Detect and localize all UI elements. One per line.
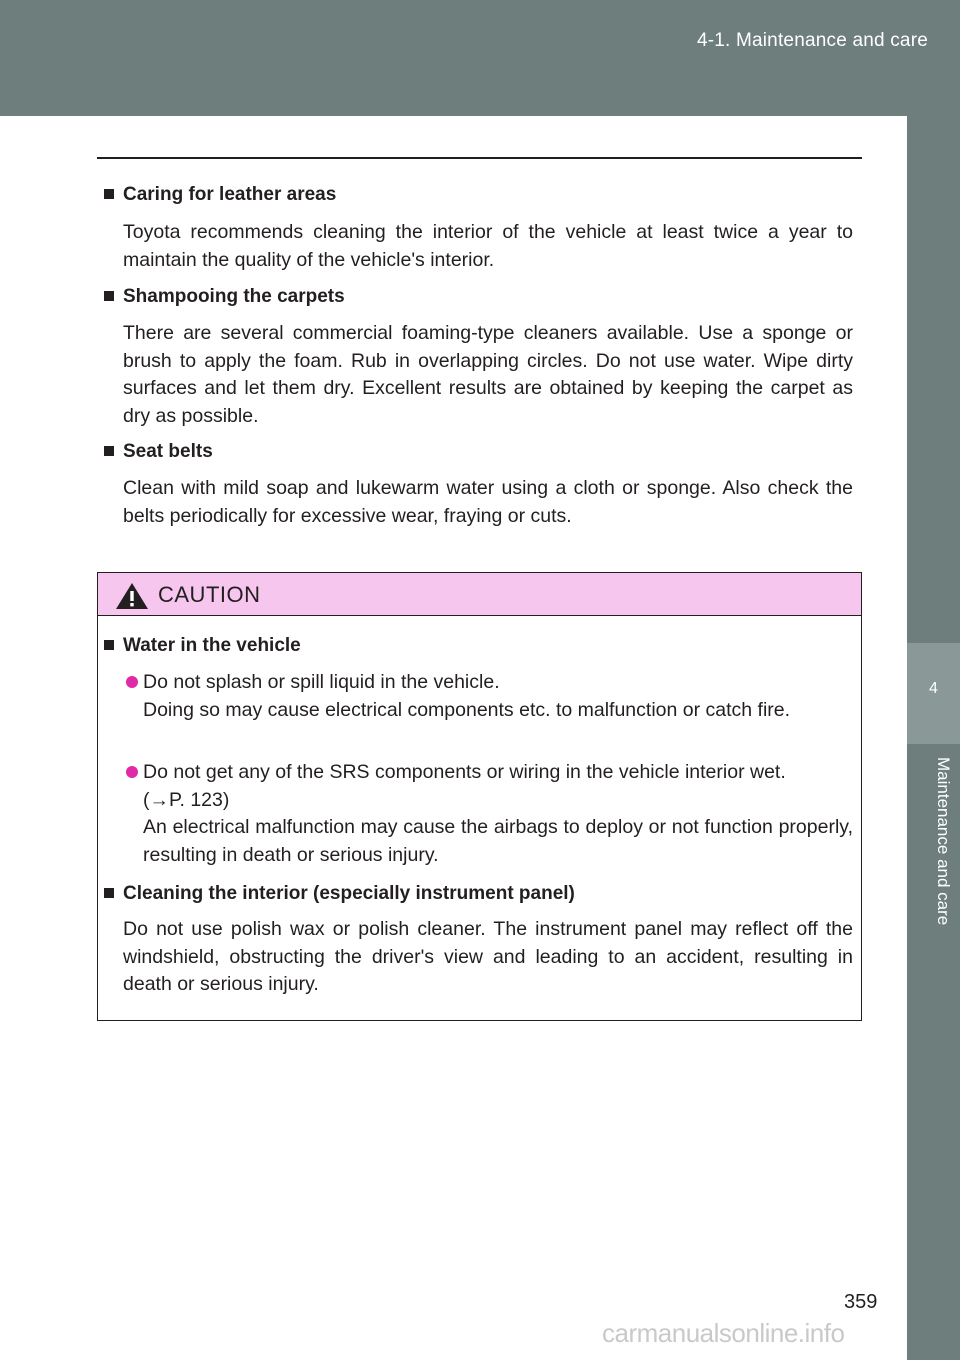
section-heading-text: Shampooing the carpets (123, 286, 345, 307)
section-heading-leather (104, 184, 336, 206)
section-text-seat-belts: Clean with mild soap and lukewarm water using a cloth or sponge. Also check the belts periodically for excessive wear, fraying or cuts. (123, 477, 853, 527)
caution-bullet-1-line1: Do not splash or spill liquid in the vehicle. (143, 671, 500, 693)
caution-heading-text: Water in the vehicle (123, 635, 301, 656)
bullet-dot-icon (126, 676, 138, 688)
square-bullet-icon (104, 189, 114, 199)
bullet-dot-icon (126, 766, 138, 778)
caution-bullet-1-line2: Doing so may cause electrical components etc. to malfunction or catch fire. (143, 698, 791, 721)
side-tab-label: Maintenance and care (934, 757, 953, 926)
caution-bullet-2 (143, 759, 853, 869)
side-tab-label-wrap (913, 757, 953, 1017)
section-heading-text: Caring for leather areas (123, 184, 337, 205)
caution-cleaning-text: Do not use polish wax or polish cleaner. The instrument panel may reflect off the windshield, obstructing the driver's view and leading to an accident, resulting in death or serious injury. (123, 918, 853, 995)
square-bullet-icon (104, 446, 114, 456)
caution-heading-text: Cleaning the interior (especially instrument panel) (123, 883, 575, 904)
caution-heading-cleaning (104, 883, 575, 905)
page-header (0, 0, 960, 116)
top-rule (97, 157, 862, 159)
caution-bullet-1 (143, 669, 853, 724)
side-tab-number: 4 (929, 680, 938, 697)
square-bullet-icon (104, 640, 114, 650)
page-reference: (→P. 123) (143, 788, 230, 811)
section-heading-text: Seat belts (123, 441, 213, 462)
caution-bullet-2-line3: An electrical malfunction may cause the airbags to deploy or not function properly, resulting in death or serious injury. (143, 816, 853, 866)
page-number: 359 (844, 1291, 878, 1313)
section-heading-carpets (104, 286, 345, 308)
caution-heading-water (104, 635, 301, 657)
square-bullet-icon (104, 291, 114, 301)
section-text-carpets: There are several commercial foaming-type cleaners available. Use a sponge or brush to apply the foam. Rub in overlapping circles. Do not use water. Wipe dirty surfaces and let them dry. Excellent results are obtained by keeping the carpet as dry as possible. (123, 322, 853, 427)
chapter-title: 4-1. Maintenance and care (696, 30, 928, 51)
caution-bullet-2-line1: Do not get any of the SRS components or wiring in the vehicle interior wet. (143, 761, 786, 783)
section-heading-seat-belts (104, 441, 213, 463)
caution-title: CAUTION (158, 582, 261, 607)
warning-triangle-icon (115, 582, 149, 610)
square-bullet-icon (104, 888, 114, 898)
caution-box (97, 572, 862, 1021)
section-text-leather: Toyota recommends cleaning the interior of the vehicle at least twice a year to maintain the quality of the vehicle's interior. (123, 221, 853, 271)
watermark: carmanualsonline.info (602, 1318, 845, 1348)
caution-header (98, 573, 861, 616)
